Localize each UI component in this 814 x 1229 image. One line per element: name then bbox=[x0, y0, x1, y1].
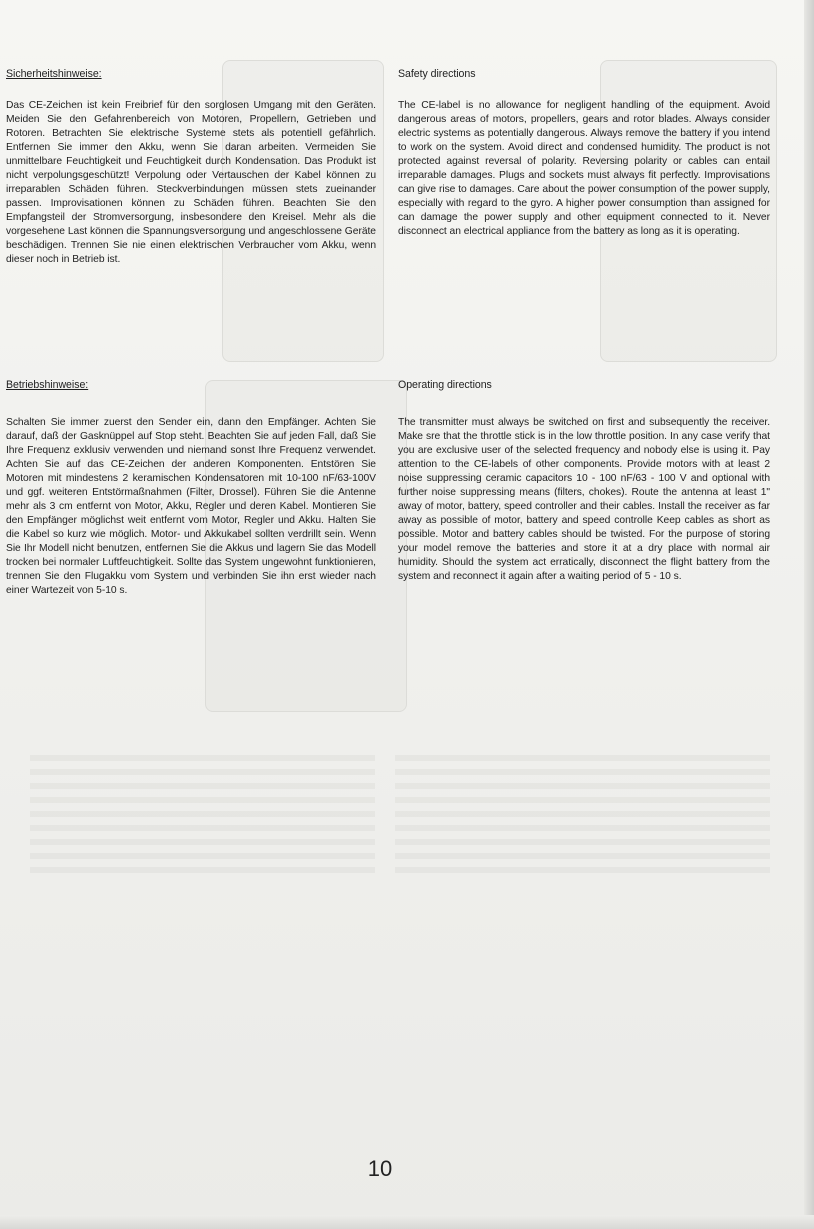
operating-text-german: Schalten Sie immer zuerst den Sender ein, dann den Empfänger. Achten Sie darauf, daß der Gasknüppel auf Stop steht. Beachten Sie auf jeden Fall, daß Sie Ihre Frequenz exklusiv verwenden und niemand sonst Ihre Frequenz verwendet. Achten Sie auf das CE-Zeichen der anderen Komponenten. Entstören Sie Motoren mit mindestens 2 keramischen Kondensatoren mit 10-100 nF/63-100V und ggf. weiteren Entstörmaßnahmen (Filter, Drossel). Führen Sie die Antenne mehr als 3 cm entfernt von Motor, Akku, Regler und deren Kabel. Montieren Sie den Empfänger möglichst weit entfernt vom Motor, Regler und Akku. Halten Sie die Kabel so kurz wie möglich. Motor- und Akkukabel sollten verdrillt sein. Wenn Sie Ihr Modell nicht benutzen, entfernen Sie die Akkus und lagern Sie das Modell trocken bei normaler Luftfeuchtigkeit. Sollte das System ungewohnt funktionieren, trennen Sie den Flugakku vom System und verbinden Sie ihn erst wieder nach einer Wartezeit von 5-10 s. bbox=[6, 417, 376, 596]
bleed-through-text-right bbox=[30, 755, 375, 875]
page-bottom-edge bbox=[0, 1215, 814, 1229]
safety-text-german: Das CE-Zeichen ist kein Freibrief für den sorglosen Umgang mit den Geräten. Meiden Sie den Gefahrenbereich von Motoren, Propellern, Getrieben und Rotoren. Betrachten Sie elektrische Systeme stets als potentiell gefährlich. Entfernen Sie immer den Akku, wenn Sie daran arbeiten. Vermeiden Sie unmittelbare Feuchtigkeit und Feuchtigkeit durch Kondensation. Das Produkt ist nicht verpolungsgeschützt! Verpolung oder Vertauschen der Kabel können zu irreparablen Schäden führen. Steckverbindungen müssen stets zueinander passen. Improvisationen können zu Schäden führen. Beachten Sie den Empfangsteil der Stromversorgung, insbesondere den Kreisel. Mehr als die vorgesehene Last können die Spannungsversorgung und angeschlossene Geräte beschädigen. Trennen Sie nie einen elektrischen Verbraucher vom Akku, wenn dieser noch in Betrieb ist. bbox=[6, 100, 376, 265]
page-right-edge bbox=[804, 0, 814, 1229]
safety-text-english: The CE-label is no allowance for negligent handling of the equipment. Avoid dangerous areas of motors, propellers, gears and rotor blades. Always consider electric systems as potentially dangerous. Always remove the battery if you intend to work on the system. Avoid direct and condensed humidity. The product is not protected against reversal of polarity. Reversing polarity or cables can entail irreparable damages. Plugs and sockets must always fit perfectly. Improvisations can give rise to damages. Care about the power consumption of the power supply, especially with regard to the gyro. A higher power consumption than assigned for can damage the power supply and other equipment connected to it. Never disconnect an electrical appliance from the battery as long as it is operating. bbox=[398, 100, 770, 237]
operating-text-english: The transmitter must always be switched on first and subsequently the receiver. Make sre that the throttle stick is in the low throttle position. In any case verify that you are exclusive user of the selected frequency and nobody else is using it. Pay attention to the CE-labels of other components. Provide motors with at least 2 noise suppressing ceramic capacitors 10 - 100 nF/63 - 100 V and optional with further noise suppressing means (filters, chokes). Route the antenna at least 1" away of motor, battery, speed controller and their cables. Install the receiver as far away as possible of motor, battery and speed controlle Keep cables as short as possible. Motor and battery cables should be twisted. For the purpose of storing your model remove the batteries and store it at a dry place with normal air humidity. Should the system act erratically, disconnect the flight battery from the system and reconnect it again after a waiting period of 5 - 10 s. bbox=[398, 417, 770, 582]
operating-heading-english: Operating directions bbox=[398, 379, 492, 391]
bleed-through-text-left bbox=[395, 755, 770, 875]
operating-heading-german: Betriebshinweise: bbox=[6, 379, 89, 391]
operating-section-german bbox=[6, 378, 376, 598]
safety-section-english bbox=[398, 67, 770, 239]
page-number: 10 bbox=[367, 1156, 393, 1181]
safety-section-german bbox=[6, 67, 376, 267]
operating-section-english bbox=[398, 378, 770, 584]
safety-heading-german: Sicherheitshinweise: bbox=[6, 68, 102, 80]
safety-heading-english: Safety directions bbox=[398, 68, 476, 80]
